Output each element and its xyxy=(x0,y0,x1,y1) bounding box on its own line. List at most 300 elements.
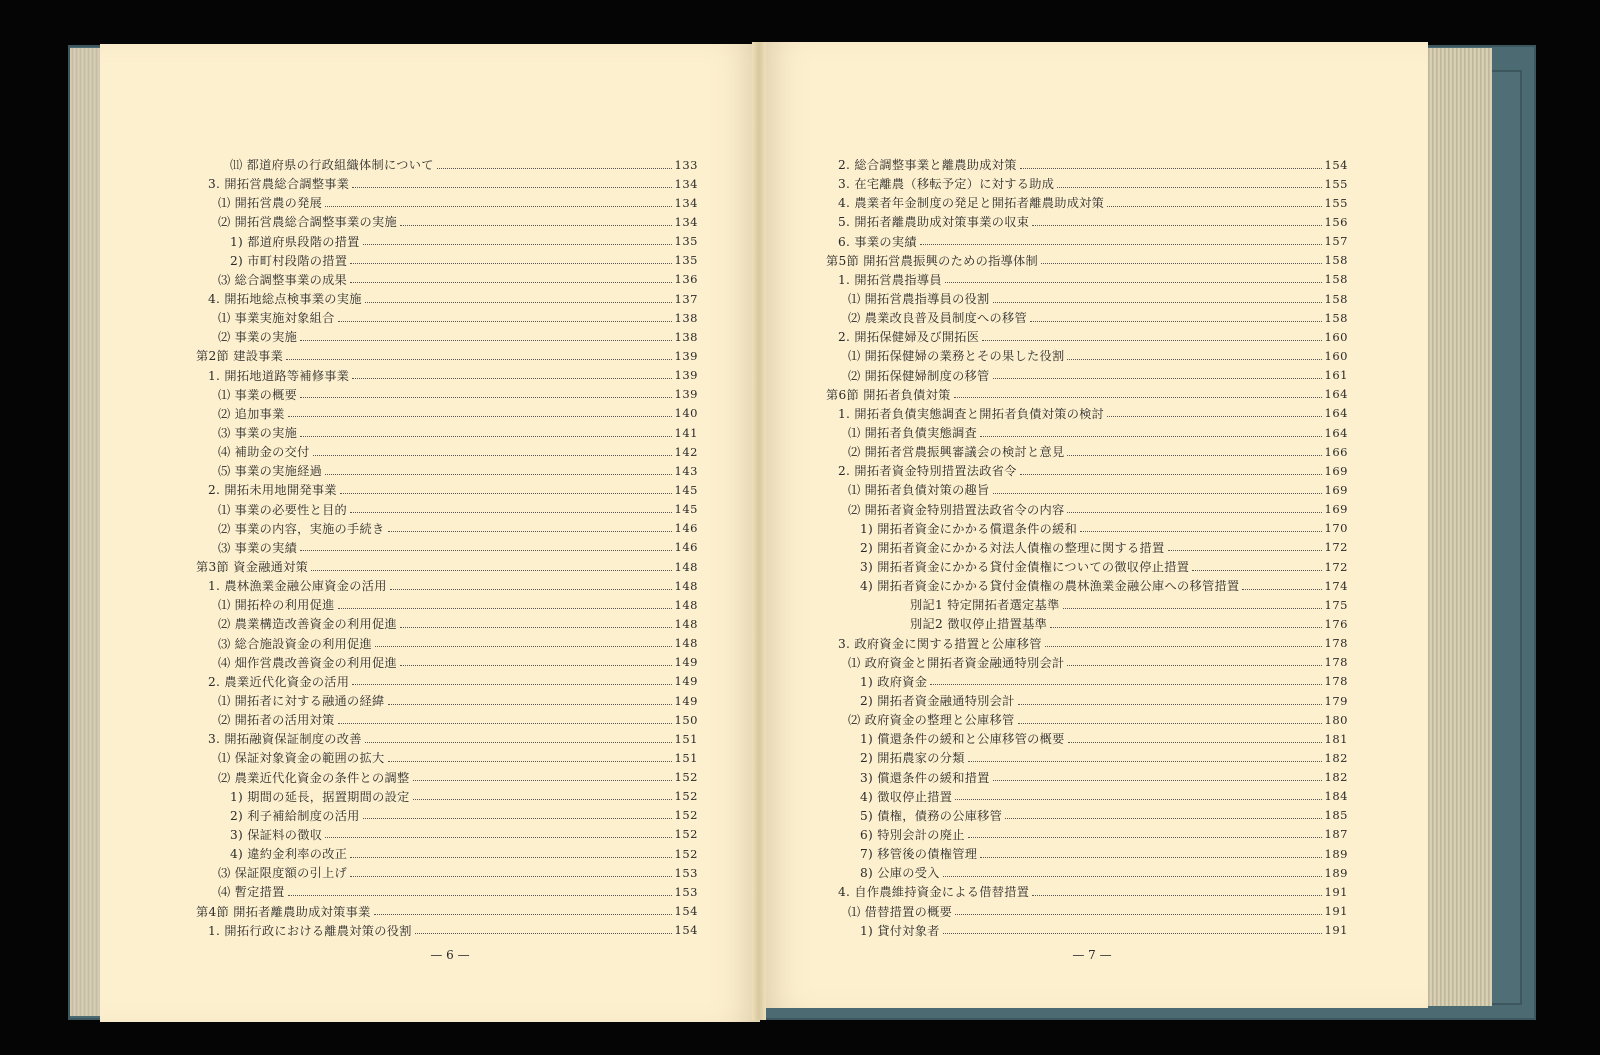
toc-entry-page: 154 xyxy=(674,923,698,938)
toc-entry-page: 158 xyxy=(1324,272,1348,287)
toc-entry xyxy=(196,404,698,423)
leader-dots xyxy=(955,798,1321,800)
toc-entry-title: 2) 市町村段階の措置 xyxy=(230,253,348,268)
toc-entry-page: 152 xyxy=(674,808,698,823)
book-gutter xyxy=(752,42,766,1020)
toc-entry xyxy=(836,806,1348,825)
toc-entry xyxy=(836,844,1348,863)
toc-entry-title: ⑷ 補助金の交付 xyxy=(218,445,310,460)
toc-entry xyxy=(836,614,1348,633)
toc-entry-title: 2. 開拓保健婦及び開拓医 xyxy=(838,330,980,345)
toc-entry-title: 1. 開拓行政における離農対策の役割 xyxy=(208,923,412,938)
toc-entry-title: 別記1 特定開拓者選定基準 xyxy=(910,598,1060,613)
leader-dots xyxy=(352,377,671,379)
toc-list-right xyxy=(826,155,1348,940)
leader-dots xyxy=(400,664,672,666)
toc-entry-page: 164 xyxy=(1324,406,1348,421)
toc-entry-title: ⑵ 開拓者の活用対策 xyxy=(218,713,335,728)
leader-dots xyxy=(1045,645,1322,647)
leader-dots xyxy=(300,339,671,341)
toc-entry xyxy=(836,480,1348,499)
leader-dots xyxy=(943,932,1322,934)
toc-entry-title: 第6節 開拓者負債対策 xyxy=(826,387,951,402)
toc-entry-page: 184 xyxy=(1324,789,1348,804)
leader-dots xyxy=(325,836,671,838)
leader-dots xyxy=(325,473,671,475)
toc-entry xyxy=(836,576,1348,595)
toc-entry xyxy=(196,634,698,653)
toc-entry-page: 182 xyxy=(1324,750,1348,765)
toc-entry-title: 3. 政府資金に関する措置と公庫移管 xyxy=(838,636,1042,651)
toc-entry-page: 146 xyxy=(674,540,698,555)
toc-entry-title: ⑶ 総合施設資金の利用促進 xyxy=(218,636,373,651)
toc-entry xyxy=(836,174,1348,193)
toc-entry xyxy=(836,710,1348,729)
toc-entry-page: 155 xyxy=(1324,176,1348,191)
toc-entry-title: ⑷ 暫定措置 xyxy=(218,885,285,900)
toc-entry-title: 3. 開拓営農総合調整事業 xyxy=(208,177,350,192)
toc-entry xyxy=(836,519,1348,538)
toc-entry-title: ⑴ 開拓者に対する融通の経緯 xyxy=(218,694,385,708)
toc-entry-page: 134 xyxy=(674,176,698,191)
toc-entry xyxy=(196,595,698,614)
leader-dots xyxy=(352,186,671,188)
leader-dots xyxy=(400,224,672,226)
toc-entry-title: ⑶ 保証限度額の引上げ xyxy=(218,866,348,881)
leader-dots xyxy=(1018,703,1322,705)
leader-dots xyxy=(390,588,672,590)
toc-entry-page: 175 xyxy=(1324,597,1348,612)
toc-entry xyxy=(196,614,698,633)
toc-entry-title: 1. 開拓営農指導員 xyxy=(838,272,942,287)
toc-entry xyxy=(196,232,698,251)
toc-entry xyxy=(836,366,1348,385)
leader-dots xyxy=(340,492,672,494)
toc-entry-title: ⑴ 保証対象資金の範囲の拡大 xyxy=(218,751,385,766)
toc-entry-page: 158 xyxy=(1324,310,1348,325)
toc-entry xyxy=(196,327,698,346)
toc-entry xyxy=(196,366,698,385)
toc-entry xyxy=(196,174,698,193)
toc-entry xyxy=(196,882,698,901)
leader-dots xyxy=(1030,320,1322,322)
toc-entry-title: ⑵ 追加事業 xyxy=(218,406,285,421)
toc-entry-title: 1) 期間の延長，据置期間の設定 xyxy=(230,789,410,804)
toc-entry-page: 139 xyxy=(674,387,698,402)
toc-entry-page: 150 xyxy=(674,712,698,727)
toc-entry-title: 第5節 開拓営農振興のための指導体制 xyxy=(826,253,1039,268)
toc-entry xyxy=(196,901,698,920)
toc-entry-page: 153 xyxy=(674,865,698,880)
toc-entry-title: 1) 都道府県段階の措置 xyxy=(230,234,360,249)
toc-entry-title: ⑴ 事業の必要性と目的 xyxy=(218,502,348,517)
leader-dots xyxy=(1067,454,1321,456)
leader-dots xyxy=(300,396,671,398)
toc-entry xyxy=(836,232,1348,251)
toc-entry-title: ⑵ 事業の実施 xyxy=(218,330,298,345)
toc-entry-page: 178 xyxy=(1324,636,1348,651)
toc-entry-title: 8) 公庫の受入 xyxy=(860,866,940,881)
toc-entry xyxy=(196,346,698,365)
toc-entry-title: ⑴ 事業の概要 xyxy=(218,387,298,402)
toc-entry-title: 2. 農業近代化資金の活用 xyxy=(208,674,350,689)
leader-dots xyxy=(1057,186,1321,188)
toc-entry xyxy=(836,461,1348,480)
leader-dots xyxy=(363,817,672,819)
toc-entry xyxy=(196,825,698,844)
toc-entry-title: 1. 開拓地道路等補修事業 xyxy=(208,368,350,383)
toc-entry xyxy=(836,327,1348,346)
leader-dots xyxy=(980,435,1321,437)
toc-entry xyxy=(836,768,1348,787)
toc-entry xyxy=(836,538,1348,557)
toc-entry xyxy=(196,442,698,461)
toc-entry-title: ⑴ 開拓枠の利用促進 xyxy=(218,598,335,613)
toc-entry-title: ⑴ 開拓者負債実態調査 xyxy=(848,426,978,441)
toc-entry-title: 4. 農業者年金制度の発足と開拓者離農助成対策 xyxy=(838,196,1105,211)
toc-entry xyxy=(836,863,1348,882)
toc-entry xyxy=(836,308,1348,327)
toc-entry xyxy=(196,710,698,729)
toc-entry xyxy=(836,404,1348,423)
leader-dots xyxy=(388,703,672,705)
toc-entry xyxy=(836,882,1348,901)
leader-dots xyxy=(375,645,672,647)
toc-entry-page: 170 xyxy=(1324,521,1348,536)
leader-dots xyxy=(1107,205,1321,207)
leader-dots xyxy=(374,913,672,915)
toc-entry xyxy=(196,270,698,289)
toc-entry xyxy=(836,729,1348,748)
leader-dots xyxy=(300,549,671,551)
toc-entry-title: 4. 開拓地総点検事業の実施 xyxy=(208,292,362,307)
leader-dots xyxy=(1192,569,1321,571)
toc-entry-page: 134 xyxy=(674,214,698,229)
toc-entry-title: 1. 農林漁業金融公庫資金の活用 xyxy=(208,579,387,594)
leader-dots xyxy=(920,243,1322,245)
toc-entry-title: ⑴ 開拓保健婦の業務とその果した役割 xyxy=(848,349,1065,364)
toc-entry xyxy=(196,672,698,691)
toc-entry-title: 1) 開拓者資金にかかる償還条件の緩和 xyxy=(860,521,1078,536)
toc-entry-title: 5) 債権，債務の公庫移管 xyxy=(860,808,1003,823)
toc-entry xyxy=(196,155,698,174)
toc-entry-title: 1. 開拓者負債実態調査と開拓者負債対策の検討 xyxy=(838,406,1105,421)
leader-dots xyxy=(968,836,1322,838)
toc-entry xyxy=(836,691,1348,710)
toc-entry-page: 181 xyxy=(1324,731,1348,746)
toc-entry-page: 139 xyxy=(674,368,698,383)
toc-entry-page: 179 xyxy=(1324,693,1348,708)
toc-entry-page: 178 xyxy=(1324,655,1348,670)
toc-entry-title: ⑷ 畑作営農改善資金の利用促進 xyxy=(218,655,397,670)
toc-entry xyxy=(836,901,1348,920)
toc-entry-title: 1) 償還条件の緩和と公庫移管の概要 xyxy=(860,732,1065,747)
toc-entry-page: 154 xyxy=(674,904,698,919)
toc-entry-page: 142 xyxy=(674,444,698,459)
toc-entry-page: 172 xyxy=(1324,559,1348,574)
toc-entry-page: 160 xyxy=(1324,329,1348,344)
toc-entry-title: 4. 自作農維持資金による借替措置 xyxy=(838,885,1030,900)
toc-entry-page: 180 xyxy=(1324,712,1348,727)
toc-entry-page: 137 xyxy=(674,291,698,306)
toc-entry xyxy=(196,787,698,806)
leader-dots xyxy=(352,683,671,685)
toc-entry-page: 182 xyxy=(1324,770,1348,785)
leader-dots xyxy=(1067,511,1321,513)
leader-dots xyxy=(1242,588,1321,590)
toc-entry-title: 2) 開拓農家の分類 xyxy=(860,751,965,766)
leader-dots xyxy=(1080,530,1321,532)
toc-entry xyxy=(836,634,1348,653)
toc-entry-title: 2. 開拓未用地開発事業 xyxy=(208,483,337,498)
toc-entry-title: ⑶ 事業の実施 xyxy=(218,426,298,441)
toc-entry-page: 191 xyxy=(1324,904,1348,919)
toc-entry-page: 135 xyxy=(674,253,698,268)
toc-entry xyxy=(196,691,698,710)
leader-dots xyxy=(1067,664,1321,666)
toc-entry-page: 169 xyxy=(1324,482,1348,497)
toc-entry-title: 4) 徴収停止措置 xyxy=(860,789,953,804)
leader-dots xyxy=(288,415,672,417)
leader-dots xyxy=(1020,473,1322,475)
toc-entry-page: 148 xyxy=(674,559,698,574)
toc-entry xyxy=(836,193,1348,212)
toc-entry-page: 145 xyxy=(674,482,698,497)
toc-entry-title: 3) 開拓者資金にかかる貸付金債権についての徴収停止措置 xyxy=(860,560,1190,575)
leader-dots xyxy=(1050,626,1321,628)
toc-entry-title: ⑶ 事業の実績 xyxy=(218,540,298,555)
toc-entry xyxy=(196,863,698,882)
leader-dots xyxy=(1032,894,1321,896)
leader-dots xyxy=(388,530,672,532)
toc-entry xyxy=(196,423,698,442)
toc-entry xyxy=(196,768,698,787)
toc-entry-title: ⑴ 開拓者負債対策の趣旨 xyxy=(848,483,990,498)
toc-entry-page: 143 xyxy=(674,463,698,478)
toc-entry-page: 152 xyxy=(674,827,698,842)
leader-dots xyxy=(930,683,1321,685)
toc-entry xyxy=(836,423,1348,442)
toc-entry-page: 158 xyxy=(1324,253,1348,268)
toc-entry xyxy=(196,500,698,519)
toc-entry-title: 別記2 徴収停止措置基準 xyxy=(910,617,1048,632)
toc-entry xyxy=(196,193,698,212)
toc-entry-page: 158 xyxy=(1324,291,1348,306)
toc-entry-page: 152 xyxy=(674,789,698,804)
leader-dots xyxy=(338,320,672,322)
leader-dots xyxy=(968,760,1322,762)
toc-entry xyxy=(196,480,698,499)
toc-entry-page: 153 xyxy=(674,884,698,899)
leader-dots xyxy=(954,396,1322,398)
toc-entry-title: ⑵ 農業改良普及員制度への移管 xyxy=(848,311,1027,326)
toc-list-left xyxy=(196,155,698,940)
leader-dots xyxy=(350,281,671,283)
toc-entry-page: 152 xyxy=(674,770,698,785)
leader-dots xyxy=(993,779,1322,781)
toc-entry-page: 157 xyxy=(1324,234,1348,249)
toc-entry xyxy=(196,289,698,308)
leader-dots xyxy=(311,569,671,571)
toc-entry-title: 第3節 資金融通対策 xyxy=(196,560,309,575)
leader-dots xyxy=(350,875,671,877)
toc-entry xyxy=(836,289,1348,308)
leader-dots xyxy=(982,339,1321,341)
toc-entry-title: ⑵ 事業の内容，実施の手続き xyxy=(218,521,385,536)
toc-entry-title: 4) 違約金利率の改正 xyxy=(230,847,348,862)
toc-entry-page: 191 xyxy=(1324,884,1348,899)
toc-entry xyxy=(836,155,1348,174)
toc-entry-page: 133 xyxy=(674,157,698,172)
leader-dots xyxy=(365,301,672,303)
toc-entry-page: 149 xyxy=(674,674,698,689)
toc-entry xyxy=(836,787,1348,806)
page-number-right: — 7 — xyxy=(1072,948,1112,962)
toc-entry xyxy=(196,461,698,480)
leader-dots xyxy=(325,205,671,207)
toc-entry-page: 139 xyxy=(674,348,698,363)
leader-dots xyxy=(993,377,1322,379)
toc-entry-page: 164 xyxy=(1324,387,1348,402)
toc-entry-page: 185 xyxy=(1324,808,1348,823)
toc-entry-title: 5. 開拓者離農助成対策事業の収束 xyxy=(838,215,1030,230)
leader-dots xyxy=(993,492,1322,494)
toc-entry-page: 138 xyxy=(674,329,698,344)
toc-entry-page: 151 xyxy=(674,731,698,746)
toc-entry-page: 187 xyxy=(1324,827,1348,842)
toc-entry-title: 第2節 建設事業 xyxy=(196,349,284,364)
leader-dots xyxy=(1168,549,1322,551)
toc-entry-title: 2) 開拓者資金融通特別会計 xyxy=(860,694,1015,708)
toc-entry xyxy=(196,844,698,863)
leader-dots xyxy=(415,932,672,934)
toc-entry xyxy=(196,251,698,270)
toc-entry-title: ⑵ 開拓営農総合調整事業の実施 xyxy=(218,215,397,230)
toc-entry-title: ⑴ 政府資金と開拓者資金融通特別会計 xyxy=(848,655,1065,670)
leader-dots xyxy=(945,281,1322,283)
toc-entry xyxy=(836,212,1348,231)
leader-dots xyxy=(388,760,672,762)
toc-entry-page: 178 xyxy=(1324,674,1348,689)
toc-entry-page: 155 xyxy=(1324,195,1348,210)
toc-entry-title: 1) 政府資金 xyxy=(860,674,928,689)
leader-dots xyxy=(1067,358,1321,360)
toc-entry xyxy=(196,921,698,940)
toc-entry-title: 6. 事業の実績 xyxy=(838,234,917,249)
toc-entry xyxy=(196,729,698,748)
leader-dots xyxy=(288,894,672,896)
toc-entry-page: 148 xyxy=(674,578,698,593)
toc-entry xyxy=(836,921,1348,940)
leader-dots xyxy=(1107,415,1321,417)
toc-entry-page: 152 xyxy=(674,846,698,861)
toc-entry-title: ⑴ 開拓営農の発展 xyxy=(218,196,323,211)
toc-entry-title: 2) 開拓者資金にかかる対法人債権の整理に関する措置 xyxy=(860,540,1165,555)
leader-dots xyxy=(1063,607,1322,609)
toc-entry-page: 136 xyxy=(674,272,698,287)
toc-entry-page: 174 xyxy=(1324,578,1348,593)
toc-entry xyxy=(826,251,1348,270)
toc-entry xyxy=(196,308,698,327)
leader-dots xyxy=(1018,722,1322,724)
toc-entry-title: ⑵ 農業近代化資金の条件との調整 xyxy=(218,770,410,785)
toc-entry-title: 2. 総合調整事業と離農助成対策 xyxy=(838,158,1017,173)
leader-dots xyxy=(313,454,672,456)
toc-entry-title: 7) 移管後の債権管理 xyxy=(860,847,978,862)
toc-entry xyxy=(196,385,698,404)
toc-entry-title: ⑵ 政府資金の整理と公庫移管 xyxy=(848,713,1015,728)
toc-entry-page: 161 xyxy=(1324,368,1348,383)
leader-dots xyxy=(955,913,1321,915)
toc-entry-page: 176 xyxy=(1324,616,1348,631)
toc-entry xyxy=(826,385,1348,404)
toc-entry-page: 189 xyxy=(1324,865,1348,880)
leader-dots xyxy=(437,167,672,169)
leader-dots xyxy=(1032,224,1321,226)
toc-entry-page: 134 xyxy=(674,195,698,210)
toc-entry-title: ⑴ 開拓営農指導員の役割 xyxy=(848,292,990,307)
toc-entry-page: 140 xyxy=(674,406,698,421)
toc-entry xyxy=(836,595,1348,614)
toc-entry-page: 145 xyxy=(674,502,698,517)
leader-dots xyxy=(300,435,671,437)
leader-dots xyxy=(1020,167,1322,169)
toc-entry xyxy=(196,653,698,672)
toc-entry xyxy=(196,748,698,767)
toc-entry-title: 2) 利子補給制度の活用 xyxy=(230,808,360,823)
toc-entry xyxy=(836,270,1348,289)
leader-dots xyxy=(350,262,671,264)
toc-entry-title: ⑵ 開拓保健婦制度の移管 xyxy=(848,368,990,383)
toc-entry-page: 191 xyxy=(1324,923,1348,938)
toc-entry-page: 141 xyxy=(674,425,698,440)
leader-dots xyxy=(338,722,672,724)
toc-entry-title: ⑴ 借替措置の概要 xyxy=(848,904,953,919)
toc-entry-page: 149 xyxy=(674,693,698,708)
toc-entry xyxy=(196,212,698,231)
toc-entry xyxy=(836,672,1348,691)
toc-entry xyxy=(836,557,1348,576)
toc-entry xyxy=(196,519,698,538)
toc-entry-page: 156 xyxy=(1324,214,1348,229)
toc-entry-page: 166 xyxy=(1324,444,1348,459)
toc-entry-page: 146 xyxy=(674,521,698,536)
toc-entry-title: 4) 開拓者資金にかかる貸付金債権の農林漁業金融公庫への移管措置 xyxy=(860,579,1240,594)
toc-entry-title: 3. 開拓融資保証制度の改善 xyxy=(208,732,362,747)
leader-dots xyxy=(1068,741,1322,743)
toc-entry-page: 148 xyxy=(674,636,698,651)
toc-entry-title: 2. 開拓者資金特別措置法政省令 xyxy=(838,464,1017,479)
toc-entry-title: 3. 在宅離農（移転予定）に対する助成 xyxy=(838,177,1055,192)
toc-entry-title: 1) 貸付対象者 xyxy=(860,923,940,938)
leader-dots xyxy=(350,856,671,858)
leader-dots xyxy=(1005,817,1321,819)
leader-dots xyxy=(363,243,672,245)
leader-dots xyxy=(350,511,671,513)
toc-entry-page: 164 xyxy=(1324,425,1348,440)
toc-entry-page: 160 xyxy=(1324,348,1348,363)
toc-entry-page: 149 xyxy=(674,655,698,670)
leader-dots xyxy=(993,301,1322,303)
leader-dots xyxy=(1041,262,1322,264)
toc-entry-title: ⑶ 総合調整事業の成果 xyxy=(218,272,348,287)
page-number-left: — 6 — xyxy=(430,948,470,962)
toc-entry-page: 135 xyxy=(674,234,698,249)
toc-entry-title: ⑵ 開拓者資金特別措置法政省令の内容 xyxy=(848,502,1065,517)
toc-entry-page: 169 xyxy=(1324,463,1348,478)
toc-entry xyxy=(836,653,1348,672)
toc-entry-title: 第4節 開拓者離農助成対策事業 xyxy=(196,904,371,919)
